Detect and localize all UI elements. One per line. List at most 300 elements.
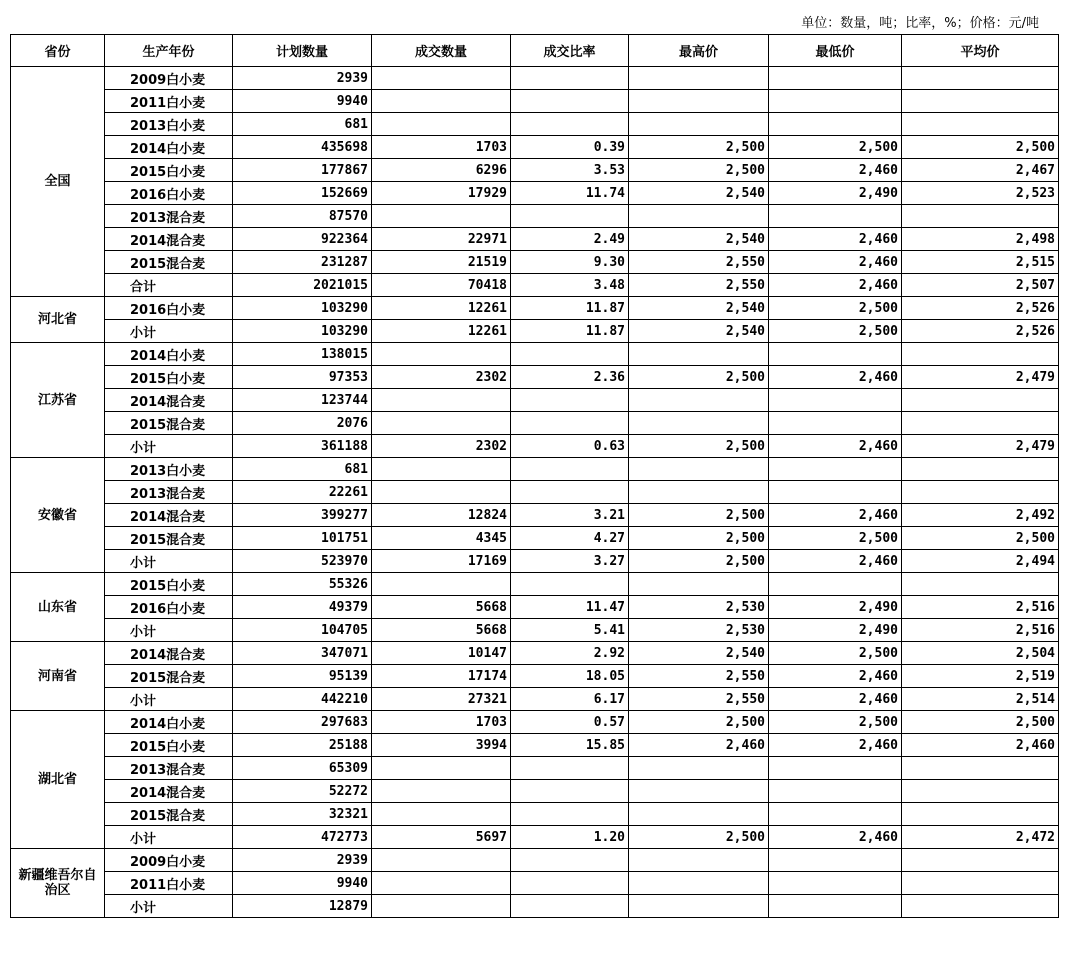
traded-qty-cell [372, 67, 511, 90]
planned-qty-cell: 138015 [233, 343, 372, 366]
traded-qty-cell [372, 895, 511, 918]
trade-ratio-cell [511, 849, 629, 872]
province-cell: 新疆维吾尔自治区 [11, 849, 105, 918]
planned-qty-cell: 101751 [233, 527, 372, 550]
avg-price-cell: 2,492 [902, 504, 1059, 527]
table-row [11, 826, 1059, 849]
year-cell: 2014混合麦 [105, 389, 233, 412]
year-cell: 2013白小麦 [105, 113, 233, 136]
max-price-cell [629, 757, 769, 780]
traded-qty-cell [372, 872, 511, 895]
traded-qty-cell: 70418 [372, 274, 511, 297]
trade-ratio-cell: 4.27 [511, 527, 629, 550]
table-row [11, 849, 1059, 872]
traded-qty-cell: 2302 [372, 435, 511, 458]
year-cell: 2014白小麦 [105, 136, 233, 159]
traded-qty-cell: 12261 [372, 320, 511, 343]
province-cell: 河南省 [11, 642, 105, 711]
max-price-cell [629, 412, 769, 435]
min-price-cell [769, 803, 902, 826]
year-cell: 小计 [105, 550, 233, 573]
planned-qty-cell: 152669 [233, 182, 372, 205]
table-row [11, 136, 1059, 159]
min-price-cell: 2,460 [769, 274, 902, 297]
max-price-cell: 2,550 [629, 251, 769, 274]
trade-ratio-cell: 11.87 [511, 320, 629, 343]
planned-qty-cell: 347071 [233, 642, 372, 665]
province-cell: 安徽省 [11, 458, 105, 573]
avg-price-cell: 2,500 [902, 527, 1059, 550]
min-price-cell: 2,500 [769, 642, 902, 665]
max-price-cell [629, 803, 769, 826]
table-row [11, 803, 1059, 826]
year-cell: 2009白小麦 [105, 67, 233, 90]
year-cell: 2013白小麦 [105, 458, 233, 481]
year-cell: 2015混合麦 [105, 527, 233, 550]
traded-qty-cell: 17929 [372, 182, 511, 205]
year-cell: 小计 [105, 619, 233, 642]
table-row [11, 297, 1059, 320]
trade-ratio-cell [511, 803, 629, 826]
max-price-cell: 2,500 [629, 826, 769, 849]
planned-qty-cell: 681 [233, 113, 372, 136]
traded-qty-cell: 5668 [372, 619, 511, 642]
planned-qty-cell: 55326 [233, 573, 372, 596]
table-row [11, 872, 1059, 895]
planned-qty-cell: 922364 [233, 228, 372, 251]
province-cell: 山东省 [11, 573, 105, 642]
avg-price-cell [902, 389, 1059, 412]
max-price-cell [629, 481, 769, 504]
avg-price-cell [902, 67, 1059, 90]
trade-ratio-cell [511, 90, 629, 113]
max-price-cell: 2,500 [629, 435, 769, 458]
max-price-cell [629, 895, 769, 918]
year-cell: 2015混合麦 [105, 665, 233, 688]
trade-ratio-cell [511, 573, 629, 596]
auction-results-table [10, 34, 1059, 918]
min-price-cell [769, 573, 902, 596]
min-price-cell [769, 895, 902, 918]
traded-qty-cell: 12261 [372, 297, 511, 320]
year-cell: 小计 [105, 895, 233, 918]
year-cell: 小计 [105, 435, 233, 458]
min-price-cell: 2,460 [769, 665, 902, 688]
trade-ratio-cell: 3.53 [511, 159, 629, 182]
planned-qty-cell: 123744 [233, 389, 372, 412]
header-min-price: 最低价 [769, 35, 902, 67]
max-price-cell [629, 67, 769, 90]
traded-qty-cell: 21519 [372, 251, 511, 274]
min-price-cell: 2,460 [769, 734, 902, 757]
avg-price-cell: 2,523 [902, 182, 1059, 205]
max-price-cell: 2,540 [629, 297, 769, 320]
planned-qty-cell: 32321 [233, 803, 372, 826]
table-row [11, 159, 1059, 182]
traded-qty-cell: 10147 [372, 642, 511, 665]
max-price-cell: 2,500 [629, 504, 769, 527]
max-price-cell: 2,540 [629, 320, 769, 343]
year-cell: 2015混合麦 [105, 412, 233, 435]
min-price-cell [769, 389, 902, 412]
traded-qty-cell: 5697 [372, 826, 511, 849]
avg-price-cell [902, 780, 1059, 803]
traded-qty-cell [372, 205, 511, 228]
traded-qty-cell [372, 458, 511, 481]
table-row [11, 665, 1059, 688]
min-price-cell: 2,460 [769, 826, 902, 849]
trade-ratio-cell [511, 780, 629, 803]
trade-ratio-cell [511, 113, 629, 136]
avg-price-cell [902, 757, 1059, 780]
avg-price-cell [902, 481, 1059, 504]
table-row [11, 734, 1059, 757]
table-row [11, 642, 1059, 665]
max-price-cell: 2,460 [629, 734, 769, 757]
year-cell: 2014混合麦 [105, 504, 233, 527]
trade-ratio-cell: 2.92 [511, 642, 629, 665]
min-price-cell [769, 412, 902, 435]
year-cell: 2015白小麦 [105, 366, 233, 389]
traded-qty-cell [372, 803, 511, 826]
traded-qty-cell [372, 481, 511, 504]
trade-ratio-cell: 6.17 [511, 688, 629, 711]
max-price-cell: 2,540 [629, 228, 769, 251]
avg-price-cell: 2,514 [902, 688, 1059, 711]
table-row [11, 228, 1059, 251]
planned-qty-cell: 65309 [233, 757, 372, 780]
trade-ratio-cell: 1.20 [511, 826, 629, 849]
year-cell: 2014混合麦 [105, 780, 233, 803]
min-price-cell: 2,490 [769, 182, 902, 205]
planned-qty-cell: 2076 [233, 412, 372, 435]
year-cell: 2016白小麦 [105, 596, 233, 619]
avg-price-cell: 2,507 [902, 274, 1059, 297]
planned-qty-cell: 97353 [233, 366, 372, 389]
year-cell: 2015混合麦 [105, 251, 233, 274]
max-price-cell: 2,500 [629, 159, 769, 182]
year-cell: 2015混合麦 [105, 803, 233, 826]
table-row [11, 458, 1059, 481]
avg-price-cell [902, 113, 1059, 136]
header-row [11, 35, 1059, 67]
table-row [11, 320, 1059, 343]
trade-ratio-cell: 18.05 [511, 665, 629, 688]
table-row [11, 113, 1059, 136]
year-cell: 2016白小麦 [105, 182, 233, 205]
header-planned-qty: 计划数量 [233, 35, 372, 67]
table-row [11, 550, 1059, 573]
avg-price-cell: 2,498 [902, 228, 1059, 251]
province-cell: 江苏省 [11, 343, 105, 458]
max-price-cell: 2,540 [629, 642, 769, 665]
trade-ratio-cell: 2.36 [511, 366, 629, 389]
min-price-cell [769, 872, 902, 895]
max-price-cell: 2,500 [629, 366, 769, 389]
planned-qty-cell: 95139 [233, 665, 372, 688]
table-row [11, 481, 1059, 504]
avg-price-cell: 2,500 [902, 711, 1059, 734]
trade-ratio-cell: 5.41 [511, 619, 629, 642]
trade-ratio-cell [511, 412, 629, 435]
traded-qty-cell [372, 90, 511, 113]
planned-qty-cell: 297683 [233, 711, 372, 734]
trade-ratio-cell: 11.87 [511, 297, 629, 320]
min-price-cell [769, 205, 902, 228]
planned-qty-cell: 435698 [233, 136, 372, 159]
avg-price-cell [902, 573, 1059, 596]
traded-qty-cell: 4345 [372, 527, 511, 550]
max-price-cell: 2,530 [629, 619, 769, 642]
avg-price-cell [902, 205, 1059, 228]
planned-qty-cell: 399277 [233, 504, 372, 527]
traded-qty-cell [372, 573, 511, 596]
province-cell: 河北省 [11, 297, 105, 343]
avg-price-cell [902, 895, 1059, 918]
max-price-cell: 2,550 [629, 274, 769, 297]
header-traded-qty: 成交数量 [372, 35, 511, 67]
traded-qty-cell: 3994 [372, 734, 511, 757]
trade-ratio-cell: 11.47 [511, 596, 629, 619]
avg-price-cell: 2,479 [902, 435, 1059, 458]
planned-qty-cell: 2021015 [233, 274, 372, 297]
table-row [11, 596, 1059, 619]
avg-price-cell: 2,516 [902, 619, 1059, 642]
avg-price-cell: 2,472 [902, 826, 1059, 849]
min-price-cell: 2,490 [769, 596, 902, 619]
table-row [11, 182, 1059, 205]
trade-ratio-cell: 3.27 [511, 550, 629, 573]
traded-qty-cell [372, 412, 511, 435]
avg-price-cell [902, 343, 1059, 366]
header-trade-ratio: 成交比率 [511, 35, 629, 67]
avg-price-cell [902, 458, 1059, 481]
year-cell: 2014混合麦 [105, 228, 233, 251]
min-price-cell: 2,460 [769, 504, 902, 527]
max-price-cell [629, 458, 769, 481]
table-row [11, 343, 1059, 366]
traded-qty-cell [372, 757, 511, 780]
year-cell: 2013混合麦 [105, 757, 233, 780]
table-row [11, 688, 1059, 711]
avg-price-cell: 2,516 [902, 596, 1059, 619]
traded-qty-cell: 1703 [372, 136, 511, 159]
max-price-cell: 2,550 [629, 665, 769, 688]
avg-price-cell [902, 90, 1059, 113]
header-year: 生产年份 [105, 35, 233, 67]
year-cell: 2015白小麦 [105, 734, 233, 757]
planned-qty-cell: 2939 [233, 849, 372, 872]
traded-qty-cell: 17169 [372, 550, 511, 573]
trade-ratio-cell: 0.63 [511, 435, 629, 458]
traded-qty-cell [372, 849, 511, 872]
avg-price-cell: 2,504 [902, 642, 1059, 665]
traded-qty-cell: 27321 [372, 688, 511, 711]
table-row [11, 435, 1059, 458]
avg-price-cell [902, 872, 1059, 895]
traded-qty-cell: 1703 [372, 711, 511, 734]
min-price-cell: 2,500 [769, 320, 902, 343]
planned-qty-cell: 523970 [233, 550, 372, 573]
planned-qty-cell: 103290 [233, 297, 372, 320]
max-price-cell [629, 343, 769, 366]
trade-ratio-cell [511, 67, 629, 90]
min-price-cell: 2,460 [769, 688, 902, 711]
year-cell: 2013混合麦 [105, 205, 233, 228]
trade-ratio-cell: 2.49 [511, 228, 629, 251]
trade-ratio-cell: 0.57 [511, 711, 629, 734]
planned-qty-cell: 49379 [233, 596, 372, 619]
min-price-cell [769, 90, 902, 113]
year-cell: 2014白小麦 [105, 343, 233, 366]
min-price-cell [769, 849, 902, 872]
table-row [11, 366, 1059, 389]
year-cell: 合计 [105, 274, 233, 297]
traded-qty-cell: 5668 [372, 596, 511, 619]
traded-qty-cell: 6296 [372, 159, 511, 182]
planned-qty-cell: 9940 [233, 872, 372, 895]
min-price-cell [769, 780, 902, 803]
traded-qty-cell [372, 343, 511, 366]
avg-price-cell: 2,467 [902, 159, 1059, 182]
min-price-cell: 2,500 [769, 711, 902, 734]
min-price-cell: 2,460 [769, 435, 902, 458]
table-row [11, 780, 1059, 803]
year-cell: 2011白小麦 [105, 90, 233, 113]
min-price-cell: 2,490 [769, 619, 902, 642]
traded-qty-cell: 17174 [372, 665, 511, 688]
min-price-cell [769, 343, 902, 366]
table-row [11, 711, 1059, 734]
min-price-cell: 2,460 [769, 550, 902, 573]
trade-ratio-cell [511, 895, 629, 918]
year-cell: 小计 [105, 826, 233, 849]
max-price-cell [629, 780, 769, 803]
table-row [11, 527, 1059, 550]
trade-ratio-cell: 11.74 [511, 182, 629, 205]
year-cell: 小计 [105, 688, 233, 711]
avg-price-cell [902, 803, 1059, 826]
avg-price-cell [902, 412, 1059, 435]
table-row [11, 274, 1059, 297]
table-row [11, 67, 1059, 90]
max-price-cell: 2,550 [629, 688, 769, 711]
year-cell: 2014白小麦 [105, 711, 233, 734]
province-cell: 湖北省 [11, 711, 105, 849]
max-price-cell [629, 90, 769, 113]
year-cell: 2015白小麦 [105, 573, 233, 596]
year-cell: 2013混合麦 [105, 481, 233, 504]
header-avg-price: 平均价 [902, 35, 1059, 67]
header-province: 省份 [11, 35, 105, 67]
max-price-cell: 2,530 [629, 596, 769, 619]
year-cell: 2015白小麦 [105, 159, 233, 182]
table-row [11, 573, 1059, 596]
trade-ratio-cell: 9.30 [511, 251, 629, 274]
planned-qty-cell: 9940 [233, 90, 372, 113]
max-price-cell: 2,500 [629, 711, 769, 734]
max-price-cell [629, 849, 769, 872]
min-price-cell: 2,460 [769, 366, 902, 389]
max-price-cell [629, 389, 769, 412]
min-price-cell: 2,500 [769, 297, 902, 320]
trade-ratio-cell: 3.48 [511, 274, 629, 297]
avg-price-cell: 2,479 [902, 366, 1059, 389]
year-cell: 2016白小麦 [105, 297, 233, 320]
table-body [11, 67, 1059, 918]
planned-qty-cell: 2939 [233, 67, 372, 90]
traded-qty-cell [372, 113, 511, 136]
min-price-cell: 2,460 [769, 228, 902, 251]
planned-qty-cell: 87570 [233, 205, 372, 228]
avg-price-cell: 2,526 [902, 297, 1059, 320]
max-price-cell: 2,500 [629, 136, 769, 159]
max-price-cell: 2,540 [629, 182, 769, 205]
year-cell: 2009白小麦 [105, 849, 233, 872]
header-max-price: 最高价 [629, 35, 769, 67]
planned-qty-cell: 22261 [233, 481, 372, 504]
trade-ratio-cell [511, 757, 629, 780]
avg-price-cell: 2,500 [902, 136, 1059, 159]
avg-price-cell: 2,526 [902, 320, 1059, 343]
trade-ratio-cell: 0.39 [511, 136, 629, 159]
traded-qty-cell [372, 780, 511, 803]
max-price-cell [629, 113, 769, 136]
table-row [11, 895, 1059, 918]
min-price-cell: 2,500 [769, 136, 902, 159]
min-price-cell [769, 113, 902, 136]
trade-ratio-cell [511, 458, 629, 481]
table-row [11, 757, 1059, 780]
planned-qty-cell: 361188 [233, 435, 372, 458]
avg-price-cell: 2,460 [902, 734, 1059, 757]
max-price-cell [629, 573, 769, 596]
min-price-cell: 2,500 [769, 527, 902, 550]
min-price-cell [769, 458, 902, 481]
year-cell: 小计 [105, 320, 233, 343]
avg-price-cell: 2,494 [902, 550, 1059, 573]
avg-price-cell: 2,515 [902, 251, 1059, 274]
traded-qty-cell: 22971 [372, 228, 511, 251]
planned-qty-cell: 104705 [233, 619, 372, 642]
traded-qty-cell: 2302 [372, 366, 511, 389]
table-row [11, 205, 1059, 228]
planned-qty-cell: 472773 [233, 826, 372, 849]
table-row [11, 619, 1059, 642]
min-price-cell [769, 757, 902, 780]
min-price-cell: 2,460 [769, 159, 902, 182]
planned-qty-cell: 681 [233, 458, 372, 481]
planned-qty-cell: 231287 [233, 251, 372, 274]
year-cell: 2011白小麦 [105, 872, 233, 895]
max-price-cell: 2,500 [629, 550, 769, 573]
table-row [11, 504, 1059, 527]
trade-ratio-cell [511, 343, 629, 366]
planned-qty-cell: 12879 [233, 895, 372, 918]
province-cell: 全国 [11, 67, 105, 297]
table-row [11, 412, 1059, 435]
planned-qty-cell: 177867 [233, 159, 372, 182]
avg-price-cell: 2,519 [902, 665, 1059, 688]
table-row [11, 90, 1059, 113]
planned-qty-cell: 103290 [233, 320, 372, 343]
planned-qty-cell: 442210 [233, 688, 372, 711]
trade-ratio-cell [511, 481, 629, 504]
trade-ratio-cell [511, 389, 629, 412]
trade-ratio-cell [511, 872, 629, 895]
trade-ratio-cell: 15.85 [511, 734, 629, 757]
min-price-cell [769, 67, 902, 90]
